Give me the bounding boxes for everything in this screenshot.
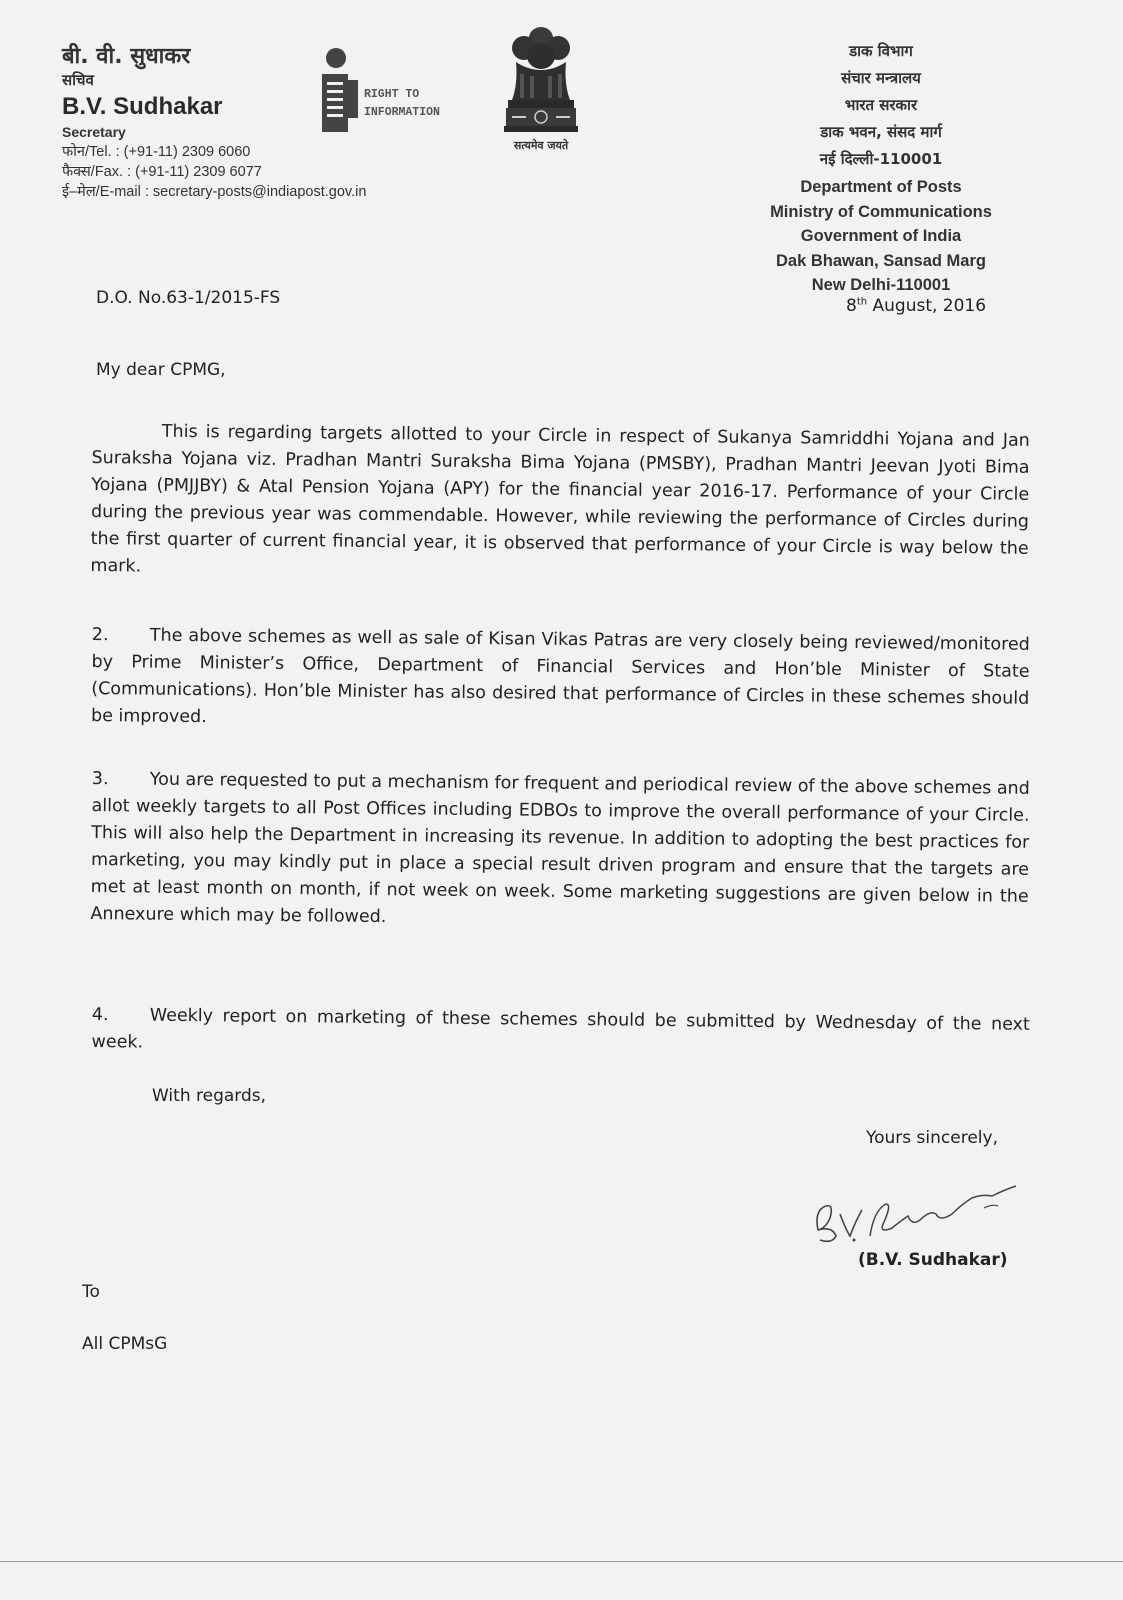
date-day: 8 <box>846 296 857 316</box>
dept-hindi-line: डाक विभाग <box>849 42 913 60</box>
date-suffix: th <box>856 296 868 308</box>
signatory-name: (B.V. Sudhakar) <box>858 1250 1008 1270</box>
to-label: To <box>82 1282 100 1302</box>
rti-logo-text <box>364 86 440 122</box>
sender-email: ई–मेल/E-mail : secretary-posts@indiapost.gov.in <box>62 184 367 200</box>
paragraph-text: The above schemes as well as sale of Kisan Vikas Patras are very closely being reviewed/monitored by Prime Minister’s Office, Department of Financial Services and Hon’ble Minister of State (Communications). Hon’ble Minister has also desired that performance of Circles in these schemes should be improved. <box>90 625 1030 728</box>
recipient: All CPMsG <box>82 1334 168 1354</box>
bottom-divider <box>0 1561 1123 1562</box>
salutation: My dear CPMG, <box>96 360 226 380</box>
sender-tel: फोन/Tel. : (+91-11) 2309 6060 <box>62 144 251 160</box>
paragraph-text: Weekly report on marketing of these schemes should be submitted by Wednesday of the next week. <box>91 1005 1030 1053</box>
dept-hindi-line: डाक भवन, संसद मार्ग <box>820 123 942 141</box>
sender-fax: फैक्स/Fax. : (+91-11) 2309 6077 <box>62 164 262 180</box>
paragraph-2 <box>91 622 1030 740</box>
national-emblem-icon <box>498 22 584 156</box>
rti-line1: RIGHT TO <box>364 88 420 101</box>
sender-title: Secretary <box>62 124 126 140</box>
rti-line2: INFORMATION <box>364 106 440 119</box>
sender-name-hindi: बी. वी. सुधाकर <box>62 44 191 69</box>
paragraph-1 <box>90 418 1030 590</box>
dept-english-line: Dak Bhawan, Sansad Marg <box>776 251 986 270</box>
paragraph-text: You are requested to put a mechanism for frequent and periodical review of the above schemes and allot weekly targets to all Post Offices including EDBOs to improve the overall performance of your Circle. This will also help the Department in increasing its revenue. In addition to adopting the best practices for marketing, you may kindly put in place a special result driven program and ensure that the targets are met at least month on month, if not week on week. Some marketing suggestions are given below in the Annexure which may be followed. <box>90 769 1030 928</box>
paragraph-3 <box>90 766 1030 938</box>
reference-number: D.O. No.63-1/2015-FS <box>96 288 281 308</box>
dept-english-line: Department of Posts <box>800 178 962 196</box>
sender-name: B.V. Sudhakar <box>62 93 223 120</box>
dept-english-line: Ministry of Communications <box>770 202 992 221</box>
paragraph-4 <box>91 1002 1030 1066</box>
paragraph-number: 4. <box>91 1004 109 1026</box>
sender-title-hindi: सचिव <box>62 71 94 89</box>
regards-line: With regards, <box>152 1086 267 1106</box>
date-rest: August, 2016 <box>867 296 987 316</box>
sender-block <box>62 44 366 202</box>
rti-person-icon <box>322 46 362 136</box>
dept-english-line: New Delhi-110001 <box>811 276 951 294</box>
paragraph-number: 3. <box>91 768 109 790</box>
rti-logo <box>322 46 462 136</box>
dept-hindi-line: संचार मन्त्रालय <box>841 69 921 87</box>
letter-date <box>846 296 986 316</box>
department-block <box>740 38 1022 298</box>
handwritten-signature <box>812 1170 1042 1250</box>
dept-english-line: Government of India <box>800 227 962 245</box>
closing-line: Yours sincerely, <box>866 1128 998 1148</box>
dept-hindi-line: नई दिल्ली-110001 <box>819 150 943 168</box>
dept-hindi-line: भारत सरकार <box>844 96 918 114</box>
paragraph-text: This is regarding targets allotted to your Circle in respect of Sukanya Samriddhi Yojana and Jan Suraksha Yojana viz. Pradhan Mantri Suraksha Bima Yojana (PMSBY), Pradhan Mantri Jeevan Jyoti Bima Yojana (PMJJBY) & Atal Pension Yojana (APY) for the financial year 2016-17. Performance of your Circle during the previous year was commendable. However, while reviewing the performance of Circles during the first quarter of current financial year, it is observed that performance of your Circle is way below the mark. <box>90 421 1030 577</box>
paragraph-number: 2. <box>91 624 109 646</box>
emblem-motto: सत्यमेव जयते <box>513 139 569 152</box>
